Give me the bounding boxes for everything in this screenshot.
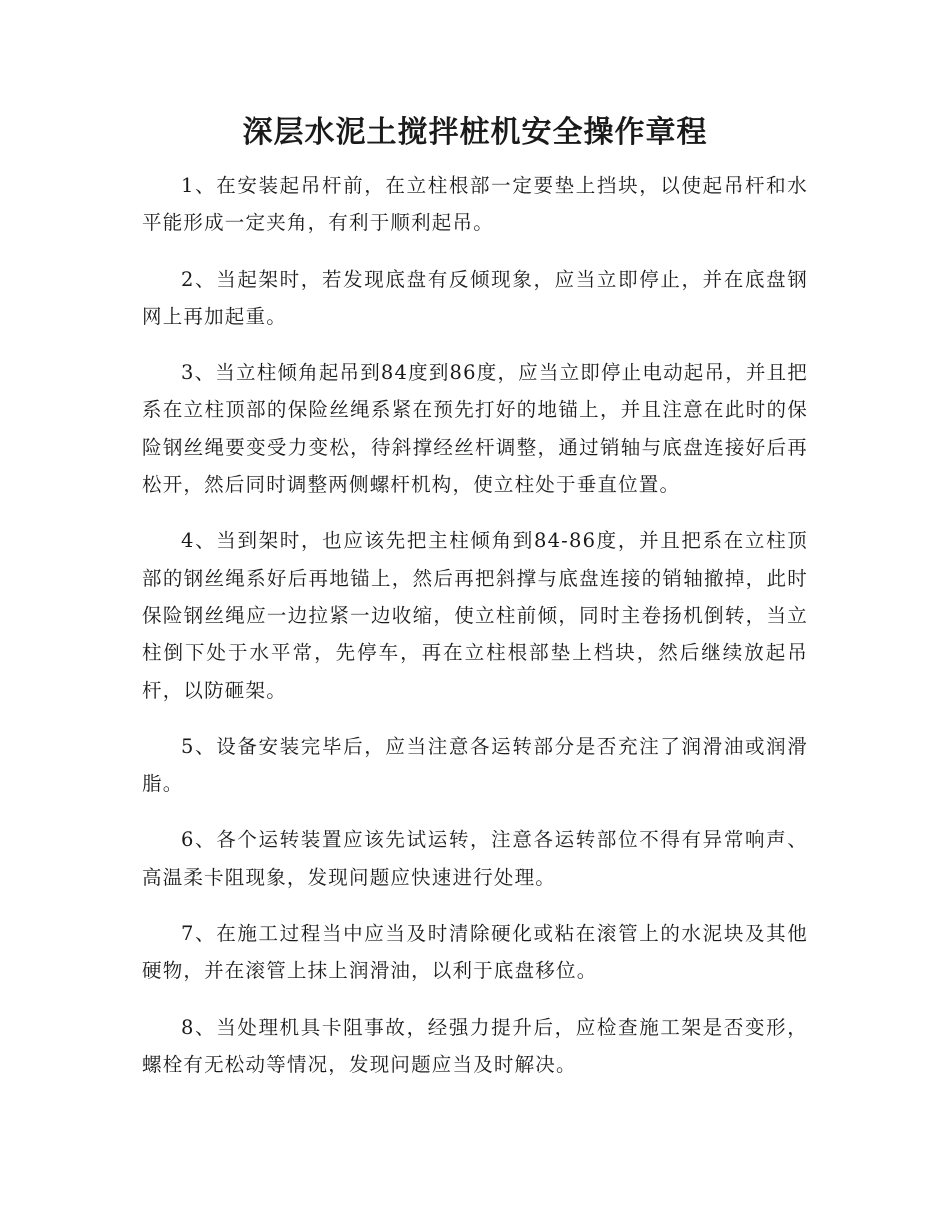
paragraph-8: 8、当处理机具卡阻事故，经强力提升后，应检查施工架是否变形，螺栓有无松动等情况，发现问题应当及时解决。 bbox=[142, 1015, 808, 1076]
paragraph-4: 4、当到架时，也应该先把主柱倾角到84-86度，并且把系在立柱顶部的钢丝绳系好后再地锚上，然后再把斜撑与底盘连接的销轴撤掉，此时保险钢丝绳应一边拉紧一边收缩，使立柱前倾，同时主卷扬机倒转，当立柱倒下处于水平常，先停车，再在立柱根部垫上档块，然后继续放起吊杆，以防砸架。 bbox=[142, 529, 808, 702]
paragraph-7: 7、在施工过程当中应当及时清除硬化或粘在滚管上的水泥块及其他硬物，并在滚管上抹上润滑油，以利于底盘移位。 bbox=[142, 922, 808, 983]
document-title: 深层水泥土搅拌桩机安全操作章程 bbox=[242, 115, 708, 150]
paragraph-5: 5、设备安装完毕后，应当注意各运转部分是否充注了润滑油或润滑脂。 bbox=[142, 734, 808, 796]
paragraph-2: 2、当起架时，若发现底盘有反倾现象，应当立即停止，并在底盘钢网上再加起重。 bbox=[142, 267, 808, 328]
paragraph-1: 1、在安装起吊杆前，在立柱根部一定要垫上挡块，以使起吊杆和水平能形成一定夹角，有利于顺利起吊。 bbox=[142, 174, 808, 235]
paragraph-6: 6、各个运转装置应该先试运转，注意各运转部位不得有异常响声、高温柔卡阻现象，发现问题应快速进行处理。 bbox=[142, 828, 808, 889]
paragraph-3: 3、当立柱倾角起吊到84度到86度，应当立即停止电动起吊，并且把系在立柱顶部的保险丝绳系紧在预先打好的地锚上，并且注意在此时的保险钢丝绳要变受力变松，待斜撑经丝杆调整，通过销轴与底盘连接好后再松开，然后同时调整两侧螺杆机构，使立柱处于垂直位置。 bbox=[142, 361, 808, 497]
document-page bbox=[142, 108, 808, 1102]
